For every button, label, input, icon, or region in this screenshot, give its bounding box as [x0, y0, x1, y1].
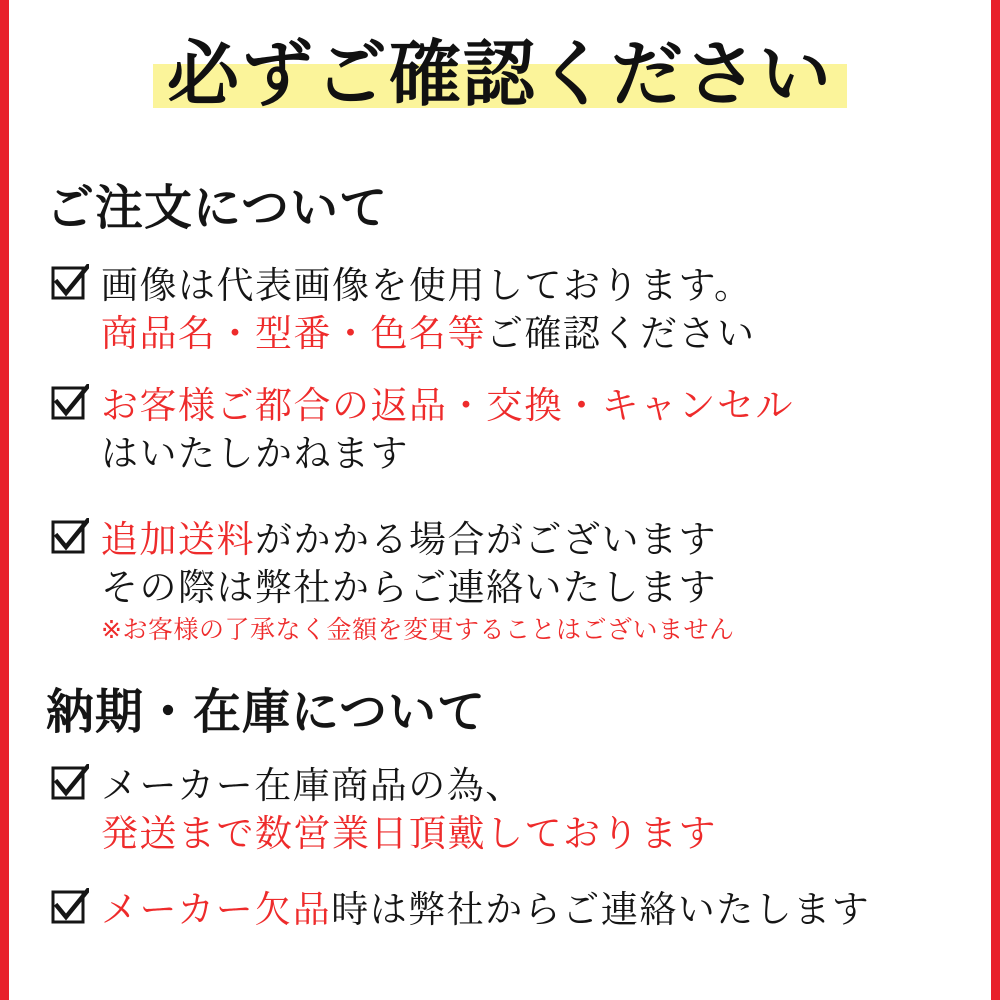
list-item — [51, 262, 971, 358]
list-item-line — [101, 886, 971, 934]
emphasis-text: 追加送料 — [101, 518, 255, 561]
page-title-text: 必ずご確認ください — [166, 32, 833, 116]
checkbox-checked-icon — [51, 384, 89, 422]
list-item — [51, 516, 971, 648]
list-item-lines — [101, 382, 971, 478]
list-item-lines — [101, 762, 971, 858]
list-item-lines — [101, 516, 971, 648]
list-item-line: お客様ご都合の返品・交換・キャンセル — [101, 384, 794, 427]
emphasis-text: 商品名・型番・色名等 — [101, 312, 486, 355]
normal-text: ご確認ください — [486, 312, 756, 355]
list-item — [51, 762, 971, 858]
list-item-lines — [101, 886, 971, 934]
checkbox-checked-icon — [51, 764, 89, 802]
list-item-line: メーカー在庫商品の為、 — [101, 764, 524, 807]
page-title — [153, 34, 847, 118]
section-heading-delivery: 納期・在庫について — [46, 684, 487, 740]
list-item — [51, 382, 971, 478]
list-item-line — [101, 310, 971, 358]
checkbox-checked-icon — [51, 518, 89, 556]
list-item-line: はいたしかねます — [101, 432, 409, 475]
emphasis-text: メーカー欠品 — [101, 888, 332, 931]
checkbox-checked-icon — [51, 888, 89, 926]
list-item-line: 発送まで数営業日頂戴しております — [101, 812, 717, 855]
list-item-line — [101, 516, 971, 564]
list-item — [51, 886, 971, 934]
checkbox-checked-icon — [51, 264, 89, 302]
left-red-border — [0, 0, 9, 1000]
normal-text: がかかる場合がございます — [255, 518, 717, 561]
section-heading-orders: ご注文について — [46, 180, 389, 236]
list-item-line: その際は弊社からご連絡いたします — [101, 566, 717, 609]
normal-text: 時は弊社からご連絡いたします — [331, 888, 871, 931]
list-item-line: 画像は代表画像を使用しております。 — [101, 264, 753, 307]
right-red-border — [991, 0, 1000, 1000]
content-area — [9, 0, 991, 1000]
list-item-note: ※お客様の了承なく金額を変更することはございません — [101, 615, 735, 644]
list-item-lines — [101, 262, 971, 358]
page-title-wrap — [9, 34, 991, 118]
